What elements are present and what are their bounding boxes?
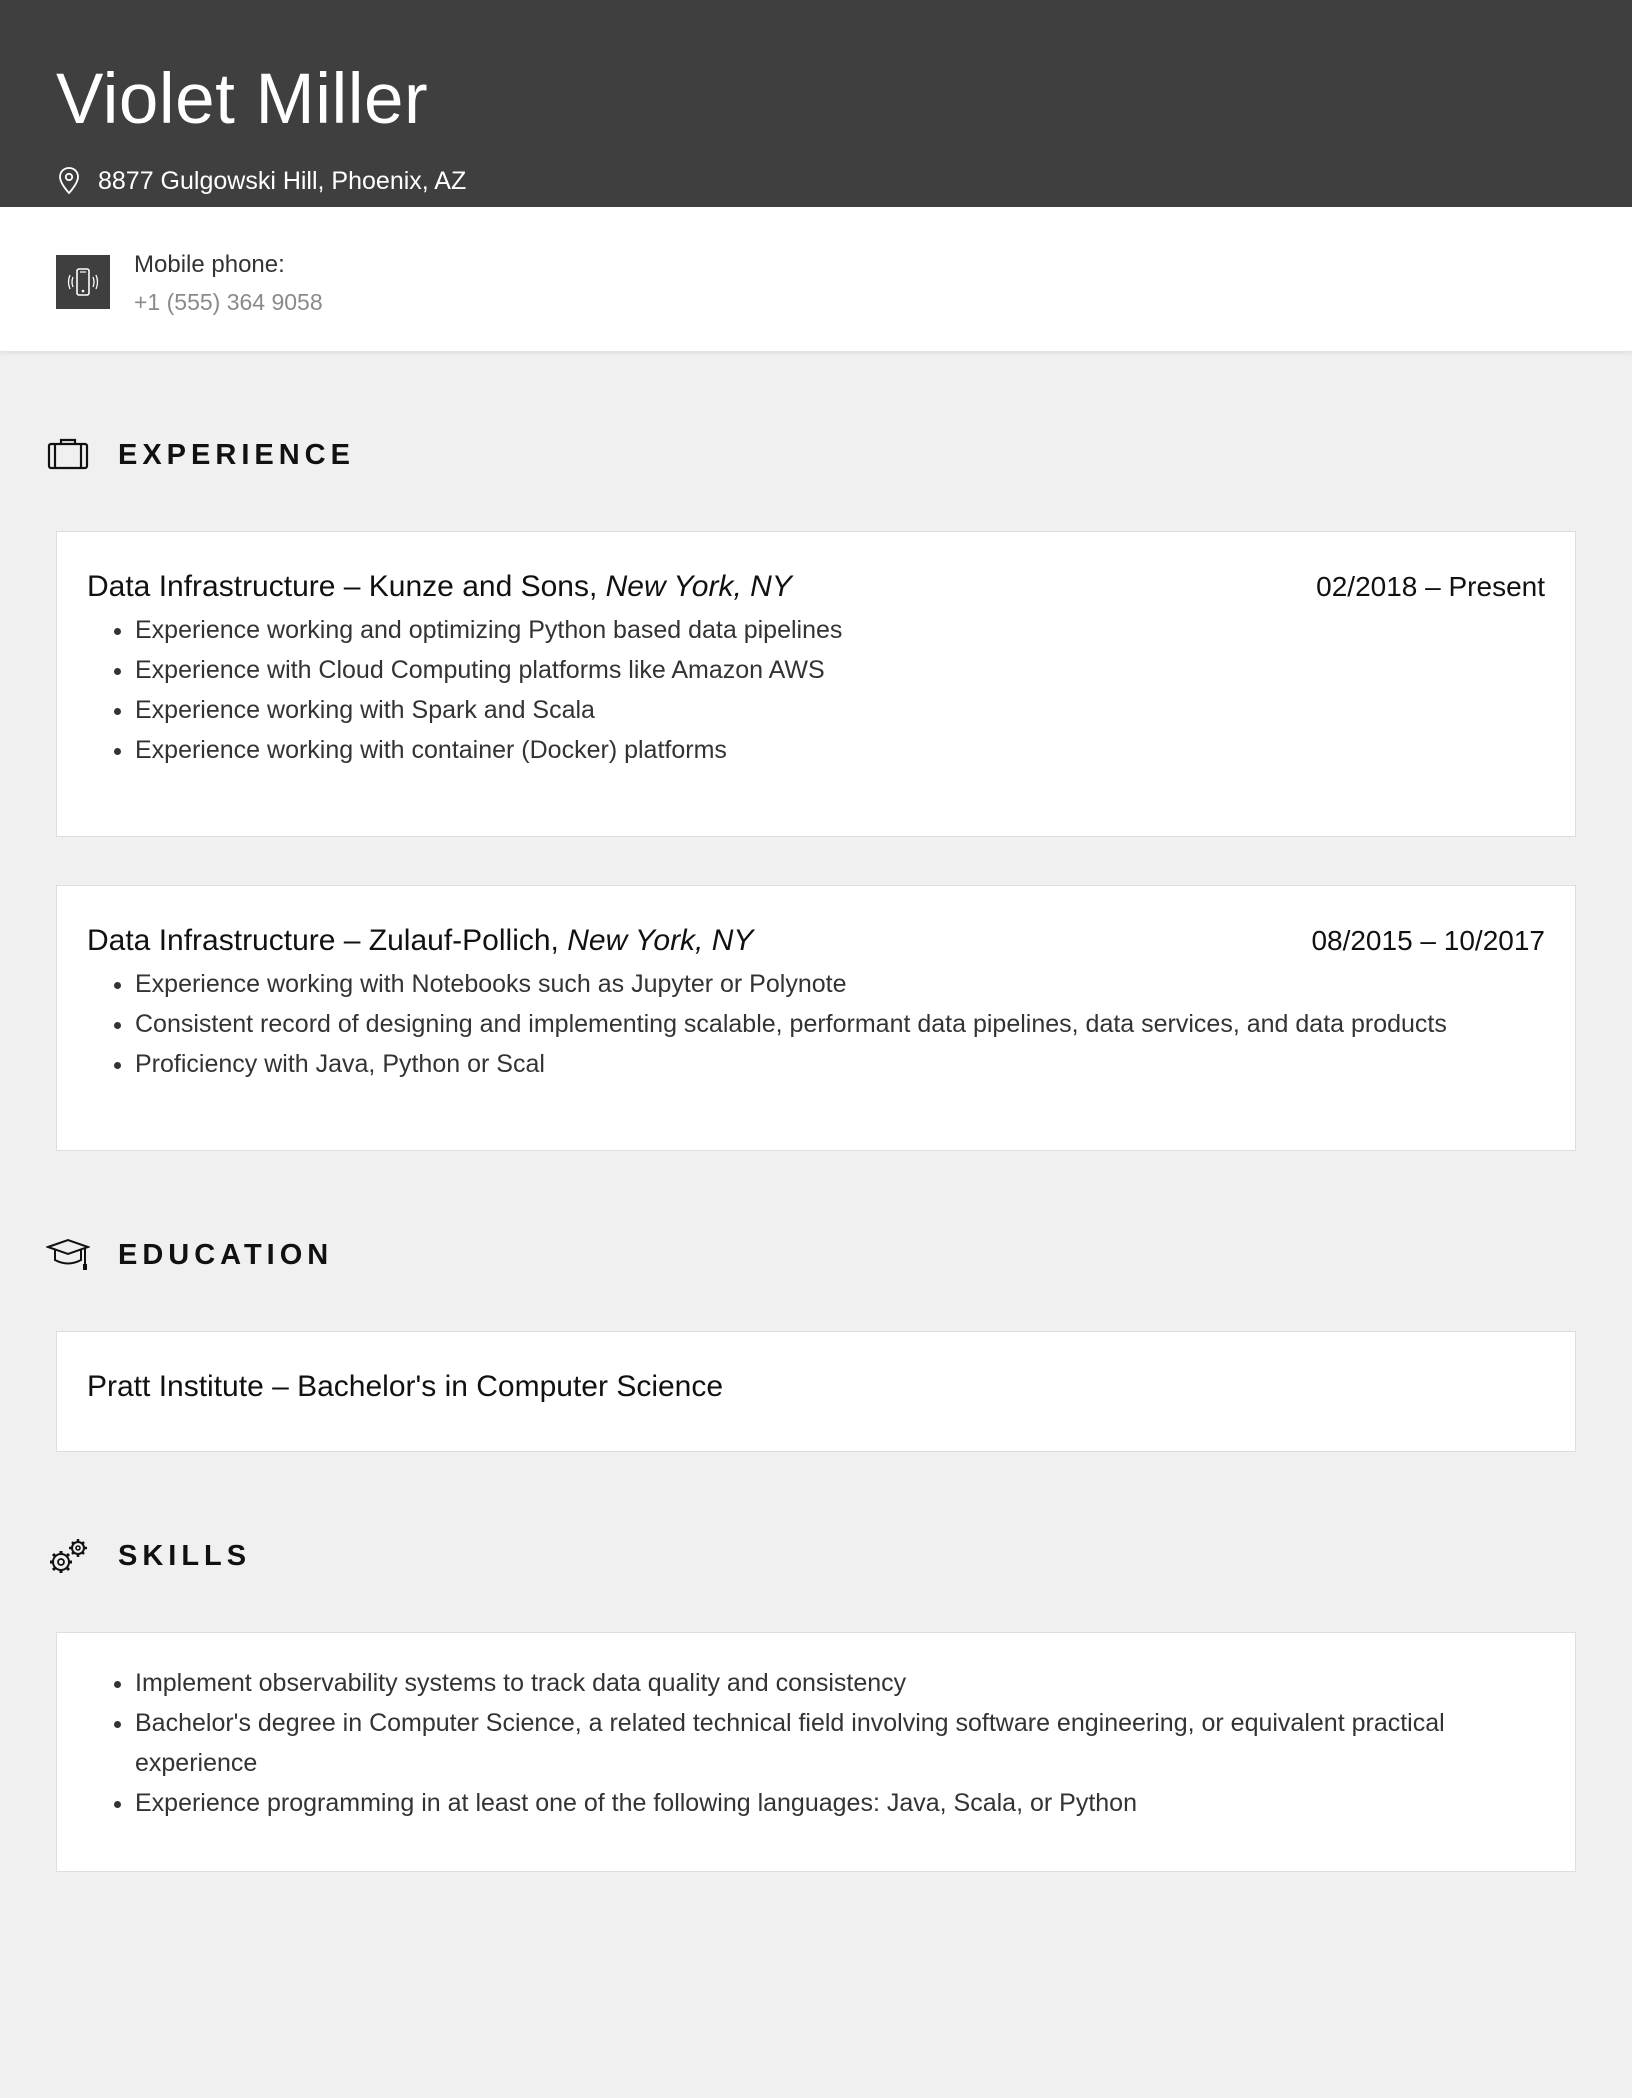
- education-line: [87, 1370, 1545, 1404]
- graduation-cap-icon: [46, 1235, 90, 1275]
- job-dates: 02/2018 – Present: [1316, 571, 1545, 602]
- phone-number: +1 (555) 364 9058: [134, 289, 323, 315]
- job-company: Kunze and Sons: [368, 570, 589, 603]
- experience-heading: [0, 435, 1632, 475]
- skills-list: [87, 1663, 1545, 1823]
- list-item: • Experience working with Notebooks such as Jupyter or Polynote: [135, 964, 1545, 1004]
- degree: Bachelor's in Computer Science: [297, 1370, 724, 1403]
- briefcase-icon: [46, 435, 90, 475]
- contact-info: [134, 247, 323, 351]
- mobile-phone-icon: [56, 255, 110, 309]
- address-line: [56, 166, 1576, 196]
- education-card: [56, 1331, 1576, 1452]
- separator: –: [335, 570, 369, 603]
- list-item: • Consistent record of designing and implementing scalable, performant data pipelines, data services, and data products: [135, 1004, 1545, 1044]
- list-item: • Experience working with Spark and Scala: [135, 690, 1545, 730]
- resume-header: [0, 0, 1632, 207]
- list-item: • Proficiency with Java, Python or Scal: [135, 1044, 1545, 1084]
- phone-label: Mobile phone:: [134, 251, 285, 278]
- job-dates: 08/2015 – 10/2017: [1311, 925, 1545, 956]
- separator: –: [335, 924, 369, 957]
- list-item: • Experience working and optimizing Python based data pipelines: [135, 610, 1545, 650]
- job-bullets: [87, 610, 1545, 770]
- separator: ,: [550, 924, 568, 957]
- job-header: [87, 924, 1545, 958]
- separator: –: [263, 1370, 298, 1403]
- job-company: Zulauf-Pollich: [368, 924, 551, 957]
- candidate-name: Violet Miller: [56, 60, 429, 139]
- job-card: [56, 531, 1576, 837]
- contact-bar: [0, 207, 1632, 351]
- job-title-line: [87, 924, 753, 958]
- job-header: [87, 570, 1545, 604]
- experience-title: EXPERIENCE: [118, 438, 355, 471]
- job-bullets: [87, 964, 1545, 1084]
- school-name: Pratt Institute: [87, 1370, 264, 1403]
- map-pin-icon: [56, 166, 82, 196]
- skills-card: [56, 1632, 1576, 1872]
- job-location: New York, NY: [605, 570, 792, 603]
- list-item: • Bachelor's degree in Computer Science, a related technical field involving software engineering, or equivalent practical experience: [135, 1703, 1545, 1783]
- separator: ,: [588, 570, 606, 603]
- skills-heading: [0, 1536, 1632, 1576]
- job-location: New York, NY: [567, 924, 754, 957]
- skills-title: SKILLS: [118, 1539, 252, 1572]
- job-role: Data Infrastructure: [87, 570, 336, 603]
- list-item: • Experience working with container (Docker) platforms: [135, 730, 1545, 770]
- job-card: [56, 885, 1576, 1151]
- list-item: • Experience with Cloud Computing platforms like Amazon AWS: [135, 650, 1545, 690]
- list-item: • Experience programming in at least one of the following languages: Java, Scala, or Python: [135, 1783, 1545, 1823]
- education-title: EDUCATION: [118, 1238, 334, 1271]
- job-role: Data Infrastructure: [87, 924, 336, 957]
- list-item: • Implement observability systems to track data quality and consistency: [135, 1663, 1545, 1703]
- address-text: 8877 Gulgowski Hill, Phoenix, AZ: [98, 167, 467, 195]
- gears-icon: [46, 1536, 90, 1576]
- job-title-line: [87, 570, 792, 604]
- education-heading: [0, 1235, 1632, 1275]
